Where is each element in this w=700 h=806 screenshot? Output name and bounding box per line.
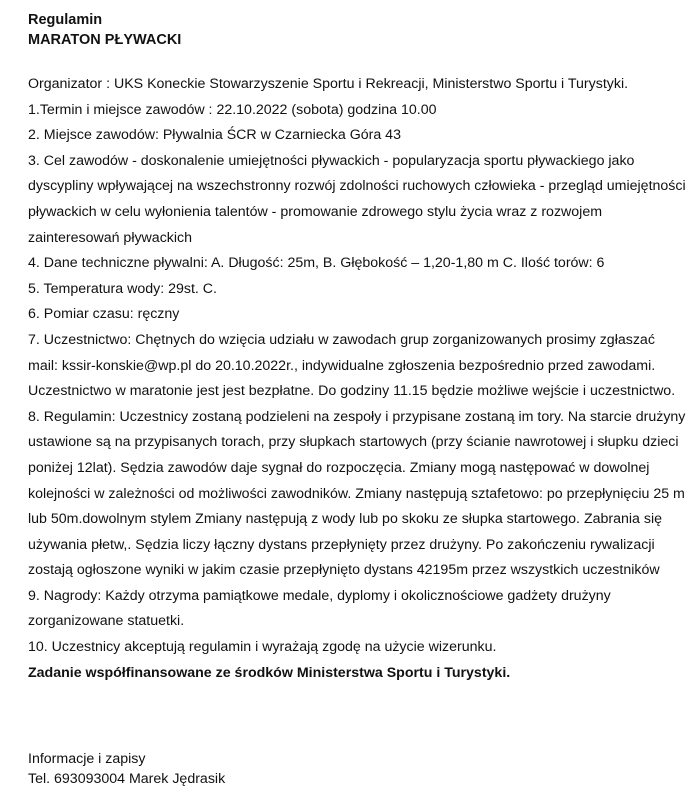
goals-paragraph: 3. Cel zawodów - doskonalenie umiejętności pływackich - popularyzacja sportu pływackiego jako dyscypliny wpływającej na wszechstronny rozwój zdolności ruchowych człowieka - przegląd umiejętności pływackich w celu wyłonienia talentów - promowanie zdrowego stylu życia wraz z rozwojem zainteresowań pływackich	[28, 152, 686, 246]
contact-heading: Informacje i zapisy	[28, 751, 146, 767]
date-paragraph: 1.Termin i miejsce zawodów : 22.10.2022 (sobota) godzina 10.00	[28, 101, 437, 118]
funding-note: Zadanie współfinansowane ze środków Ministerstwa Sportu i Turystyki.	[28, 664, 511, 681]
water-temperature-paragraph: 5. Temperatura wody: 29st. C.	[28, 280, 217, 297]
rules-paragraph: 8. Regulamin: Uczestnicy zostaną podzieleni na zespoły i przypisane zostaną im tory. Na starcie drużyny ustawione są na przypisanych torach, przy słupkach startowych (przy ścianie nawrotowej i słupku dzieci poniżej 12lat). Sędzia zawodów daje sygnał do rozpoczęcia. Zmiany mogą następować w dowolnej kolejności w zależności od możliwości zawodników. Zmiany następują sztafetowo: po przepłynięciu 25 m lub 50m.dowolnym stylem Zmiany następują z wody lub po skoku ze słupka startowego. Zabrania się używania płetw,. Sędzia liczy łączny dystans przepłynięty przez drużyny. Po zakończeniu rywalizacji zostają ogłoszone wyniki w jakim czasie przepłynięto dystans 42195m przez wszystkich uczestników	[28, 408, 686, 579]
contact-phone: Tel. 693093004 Marek Jędrasik	[28, 771, 226, 787]
participation-paragraph: 7. Uczestnictwo: Chętnych do wzięcia udziału w zawodach grup zorganizowanych prosimy zgłaszać mail: kssir-konskie@wp.pl do 20.10.2022r., indywidualne zgłoszenia bezpośrednio przed zawodami. Uczestnictwo w maratonie jest jest bezpłatne. Do godziny 11.15 będzie możliwe wejście i uczestnictwo.	[28, 331, 676, 400]
document-title: MARATON PŁYWACKI	[28, 32, 182, 48]
prizes-paragraph: 9. Nagrody: Każdy otrzyma pamiątkowe medale, dyplomy i okolicznościowe gadżety drużyny zorganizowane statuetki.	[28, 587, 611, 630]
timing-paragraph: 6. Pomiar czasu: ręczny	[28, 306, 180, 323]
pool-specs-paragraph: 4. Dane techniczne pływalni: A. Długość: 25m, B. Głębokość – 1,20-1,80 m C. Ilość torów: 6	[28, 255, 605, 272]
document-label: Regulamin	[28, 12, 103, 28]
regulation-document	[28, 10, 688, 686]
organizer-paragraph: Organizator : UKS Koneckie Stowarzyszenie Sportu i Rekreacji, Ministerstwo Sportu i Turystyki.	[28, 76, 629, 92]
contact-block	[28, 749, 225, 789]
regulation-body	[28, 72, 688, 686]
consent-paragraph: 10. Uczestnicy akceptują regulamin i wyrażają zgodę na użycie wizerunku.	[28, 639, 497, 656]
venue-paragraph: 2. Miejsce zawodów: Pływalnia ŚCR w Czarniecka Góra 43	[28, 127, 401, 144]
